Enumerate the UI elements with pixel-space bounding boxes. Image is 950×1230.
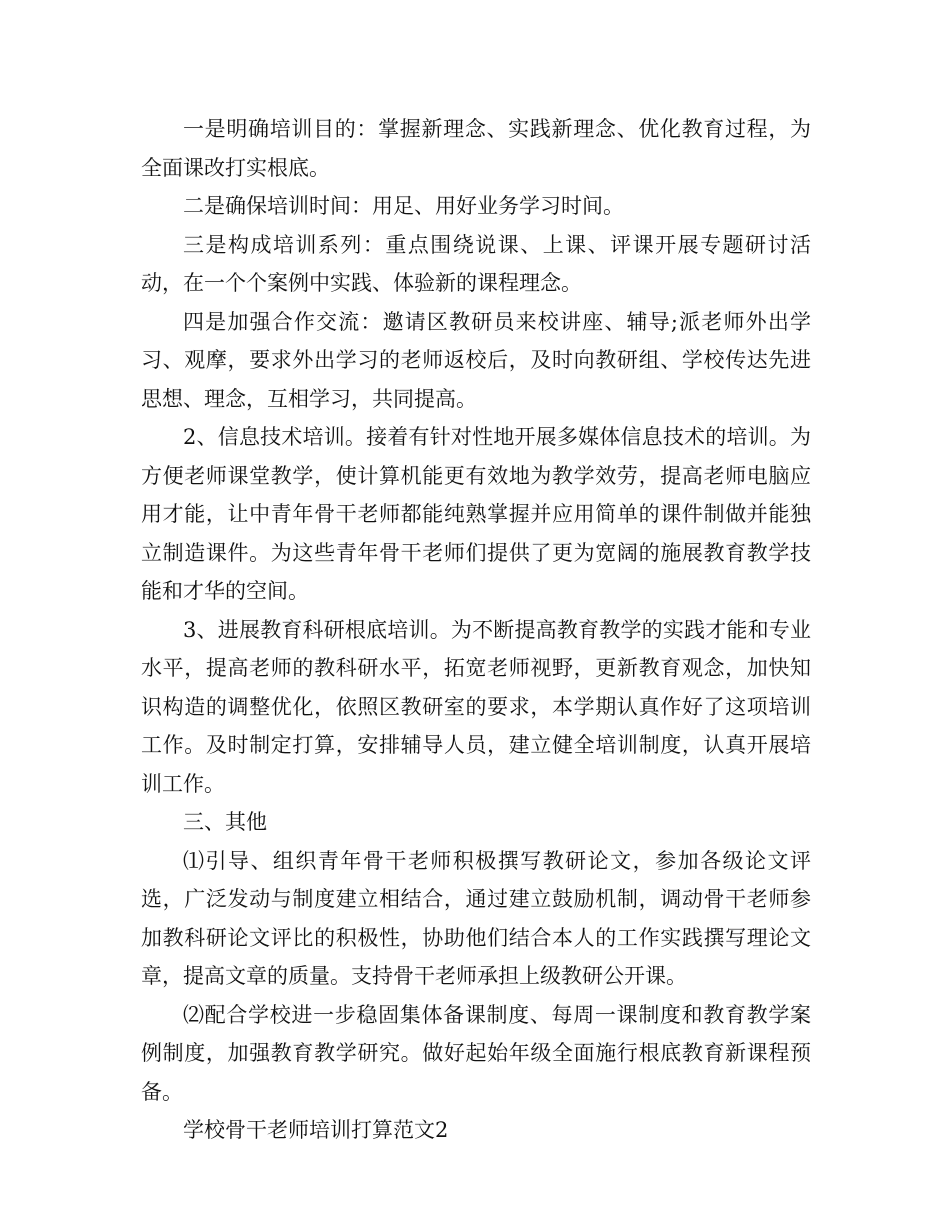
- paragraph-series: 三是构成培训系列：重点围绕说课、上课、评课开展专题研讨活动，在一个个案例中实践、体验新的课程理念。: [141, 232, 811, 295]
- paragraph-research-training: 3、进展教育科研根底培训。为不断提高教育教学的实践才能和专业水平，提高老师的教科研水平，拓宽老师视野，更新教育观念，加快知识构造的调整优化，依照区教研室的要求，本学期认真作好了这项培训工作。及时制定打算，安排辅导人员，建立健全培训制度，认真开展培训工作。: [141, 617, 811, 796]
- paragraph-item-1: ⑴引导、组织青年骨干老师积极撰写教研论文，参加各级论文评选，广泛发动与制度建立相结合，通过建立鼓励机制，调动骨干老师参加教科研论文评比的积极性，协助他们结合本人的工作实践撰写理论文章，提高文章的质量。支持骨干老师承担上级教研公开课。: [141, 848, 811, 988]
- section-heading-other: 三、其他: [183, 810, 267, 834]
- paragraph-it-training: 2、信息技术培训。接着有针对性地开展多媒体信息技术的培训。为方便老师课堂教学，使计算机能更有效地为教学效劳，提高老师电脑应用才能，让中青年骨干老师都能纯熟掌握并应用简单的课件制做并能独立制造课件。为这些青年骨干老师们提供了更为宽阔的施展教育教学技能和才华的空间。: [141, 425, 811, 603]
- next-section-title: 学校骨干老师培训打算范文2: [183, 1118, 449, 1142]
- paragraph-time: 二是确保培训时间：用足、用好业务学习时间。: [183, 194, 624, 218]
- document-body: [141, 110, 811, 1150]
- paragraph-exchange: 四是加强合作交流：邀请区教研员来校讲座、辅导;派老师外出学习、观摩，要求外出学习的老师返校后，及时向教研组、学校传达先进思想、理念，互相学习，共同提高。: [141, 309, 811, 411]
- paragraph-goal: 一是明确培训目的：掌握新理念、实践新理念、优化教育过程，为全面课改打实根底。: [141, 117, 811, 180]
- paragraph-item-2: ⑵配合学校进一步稳固集体备课制度、每周一课制度和教育教学案例制度，加强教育教学研究。做好起始年级全面施行根底教育新课程预备。: [141, 1002, 811, 1104]
